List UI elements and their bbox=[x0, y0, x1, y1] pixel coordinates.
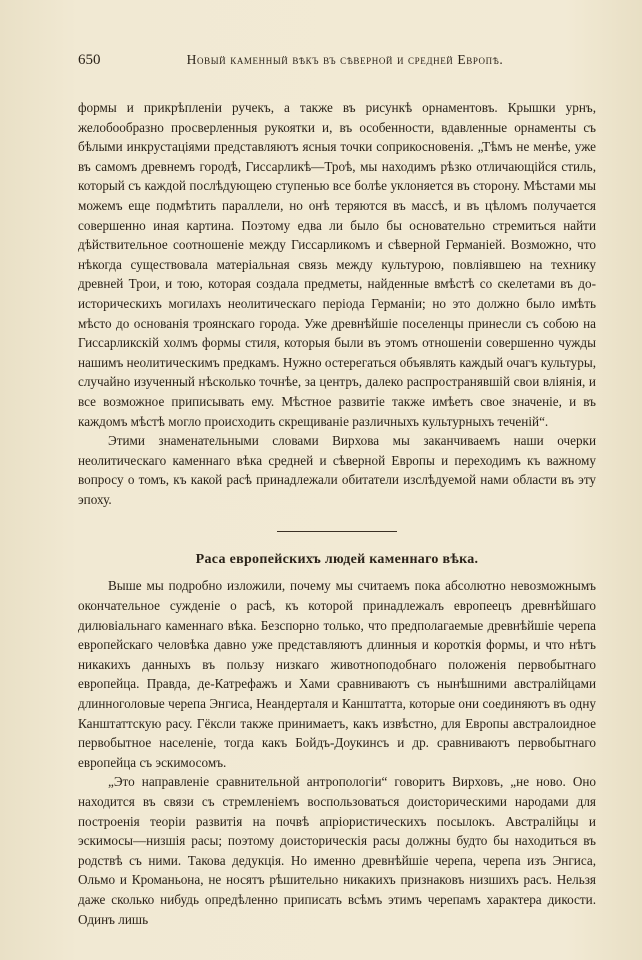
paragraph-4: „Это направленіе сравнительной антропологіи“ говоритъ Вирховъ, „не ново. Оно находится въ связи съ стремленіемъ воспользоваться доисторическими народами для построенія теоріи развитія на почвѣ апріористическихъ посылокъ. Австралійцы и эскимосы—низшія расы; поэтому доисторическія расы должны будто бы находиться въ родствѣ съ ними. Такова дедукція. Но именно древнѣйшіе черепа, черепа изъ Энгиса, Ольмо и Кроманьона, не носятъ рѣшительно никакихъ признаковъ низшихъ расъ. Нельзя даже сколько нибудь опредѣленно приписать всѣмъ этимъ черепамъ характера дикости. Одинъ лишь bbox=[78, 774, 596, 927]
section-title: Раса европейскихъ людей каменнаго вѣка. bbox=[195, 552, 479, 568]
running-title: Новый каменный вѣкъ въ сѣверной и средней Европѣ. bbox=[186, 52, 504, 67]
paragraph-1: формы и прикрѣпленіи ручекъ, а также въ рисункѣ орнаментовъ. Крышки урнъ, желобообразно просверленныя рукоятки и, въ особенности, вдавленные орнаменты съ бѣлыми инкрустаціями представляютъ ясныя точки соприкосновенія. „Тѣмъ не менѣе, уже въ самомъ древнемъ городѣ, Гиссарликѣ—Троѣ, мы находимъ рѣзко отличающійся стиль, который съ каждой послѣдующею ступенью все болѣе уклоняется въ сторону. Мѣстами мы можемъ еще подмѣтить параллели, но онѣ теряются въ массѣ, и въ цѣломъ получается совершенно иная картина. Поэтому едва ли было бы основательно стремиться найти дѣйствительное соотношеніе между Гиссарликомъ и сѣверной Германіей. Возможно, что нѣкогда существовала матеріальная связь между культурою, повліявшею на технику древней Трои, и тою, которая создала предметы, найденные вмѣстѣ со скелетами въ до-историческихъ могилахъ неолитическаго періода Германіи; но это должно было имѣть мѣсто до основанія троянскаго города. Уже древнѣйшіе поселенцы принесли съ собою на Гиссарликскій холмъ формы стиля, которыя были въ этомъ отношеніи совершенно чужды нашимъ неолитическимъ предкамъ. Нужно остерегаться объявлять каждый очагъ культуры, случайно изученный нѣсколько точнѣе, за центръ, далеко распространявшій свои вліянія, и все возможное приписывать ему. Мѣстное развитіе также имѣетъ свое значеніе, и въ каждомъ мѣстѣ могло происходить скрещиваніе различныхъ культурныхъ теченій“. bbox=[78, 100, 596, 429]
paragraph-3: Выше мы подробно изложили, почему мы считаемъ пока абсолютно невозможнымъ окончательное сужденіе о расѣ, къ которой принадлежалъ европеецъ древнѣйшаго дилювіальнаго каменнаго вѣка. Безспорно только, что предполагаемые древнѣйшіе черепа европейскаго человѣка давно уже представляютъ длинныя и короткія формы, и что нѣтъ никакихъ данныхъ въ пользу низкаго животноподобнаго положенія первобытнаго европейца. Правда, де-Катрефажъ и Хами сравниваютъ съ нынѣшними австралійцами длинноголовые черепа Энгиса, Неандерталя и Канштатта, которые они соединяютъ въ одну Канштаттскую расу. Гёксли также принимаетъ, какъ извѣстно, для Европы австралоидное первобытное населеніе, тогда какъ Бойдъ-Доукинсъ и др. сравниваютъ первобытнаго европейца съ эскимосомъ. bbox=[78, 578, 596, 770]
page-header bbox=[78, 52, 596, 76]
page-number: 650 bbox=[78, 52, 101, 68]
section-divider bbox=[277, 531, 397, 532]
paragraph-2: Этими знаменательными словами Вирхова мы заканчиваемъ наши очерки неолитическаго каменнаго вѣка средней и сѣверной Европы и переходимъ къ важному вопросу о томъ, къ какой расѣ принадлежали обитатели изслѣдуемой нами области въ эту эпоху. bbox=[78, 433, 596, 507]
